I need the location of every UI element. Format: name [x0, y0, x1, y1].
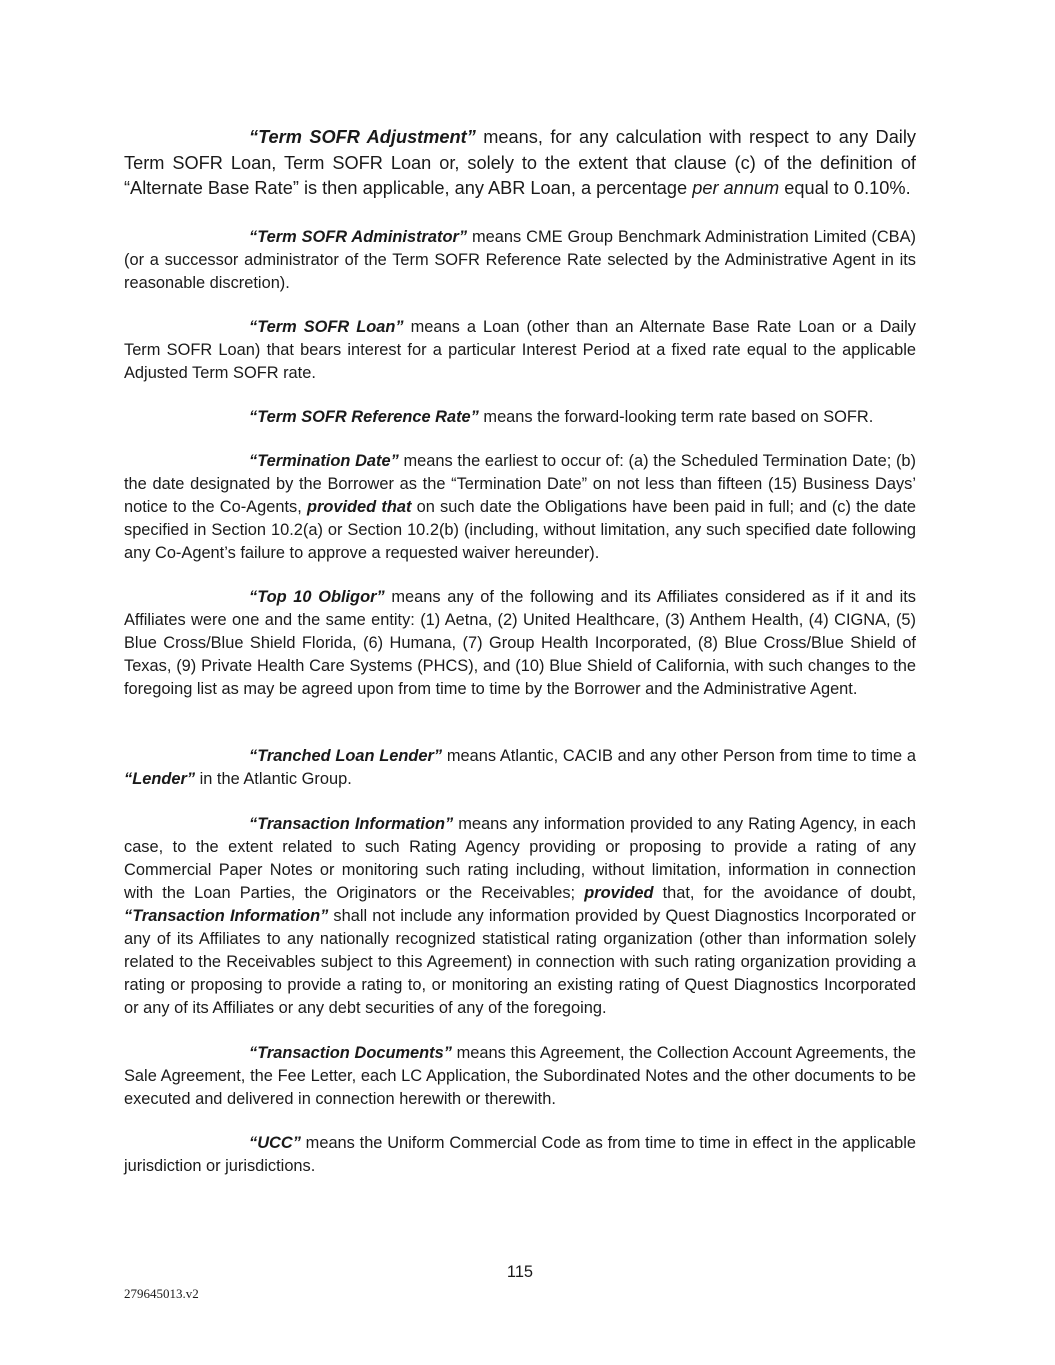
definition-text: means a Loan (other than an Alternate Base Rate Loan or a Daily Term SOFR Loan) that bears interest for a particular Interest Period at a fixed rate equal to the applicable Adjusted Term SOFR rate.	[124, 318, 916, 382]
definition-term-sofr-adjustment	[124, 125, 916, 202]
defined-term: “Term SOFR Loan”	[249, 318, 404, 336]
definition-text: shall not include any information provided by Quest Diagnostics Incorporated or any of its Affiliates to any nationally recognized statistical rating organization (other than information solely related to the Receivables subject to this Agreement) in connection with such rating organization providing a rating or proposing to provide a rating to, or monitoring an existing rating of Quest Diagnostics Incorporated or any of its Affiliates or any debt securities of any of the foregoing.	[124, 907, 916, 1017]
definition-text: on such date the Obligations have been paid in full; and (c) the date specified in Section 10.2(a) or Section 10.2(b) (including, without limitation, any such specified date following any Co-Agent’s failure to approve a requested waiver hereunder).	[124, 498, 917, 562]
defined-term: “Term SOFR Administrator”	[249, 228, 468, 246]
document-id: 279645013.v2	[124, 1286, 199, 1301]
definition-emphasis: “Lender”	[124, 770, 196, 788]
defined-term: “UCC”	[249, 1134, 301, 1152]
definition-top-10-obligor	[124, 586, 916, 701]
definition-term-sofr-reference-rate	[124, 406, 916, 429]
definition-text: means any of the following and its Affiliates considered as if it and its Affiliates were one and the same entity: (1) Aetna, (2) United Healthcare, (3) Anthem Health, (4) CIGNA, (5) Blue Cross/Blue Shield Florida, (6) Humana, (7) Group Health Incorporated, (8) Blue Cross/Blue Shield of Texas, (9) Private Health Care Systems (PHCS), and (10) Blue Shield of California, with such changes to the foregoing list as may be agreed upon from time to time by the Borrower and the Administrative Agent.	[124, 588, 916, 698]
definition-text: in the Atlantic Group.	[195, 770, 352, 788]
definition-text: means any information provided to any Rating Agency, in each case, to the extent related to such Rating Agency providing or proposing to provide a rating of any Commercial Paper Notes or monitoring such rating including, without limitation, information in connection with the Loan Parties, the Originators or the Receivables;	[124, 815, 916, 902]
definition-text: means the Uniform Commercial Code as from time to time in effect in the applicable jurisdiction or jurisdictions.	[124, 1134, 916, 1175]
defined-term: “Tranched Loan Lender”	[249, 747, 443, 765]
definition-transaction-documents	[124, 1042, 916, 1111]
definition-transaction-information	[124, 813, 916, 1020]
page-number: 115	[506, 1263, 534, 1281]
definition-text: equal to 0.10%.	[779, 178, 911, 198]
definition-text: means the forward-looking term rate based on SOFR.	[478, 408, 874, 426]
definition-ucc	[124, 1132, 916, 1178]
definition-text: means this Agreement, the Collection Account Agreements, the Sale Agreement, the Fee Letter, each LC Application, the Subordinated Notes and the other documents to be executed and delivered in connection herewith or therewith.	[124, 1044, 916, 1108]
defined-term: “Term SOFR Reference Rate”	[249, 408, 479, 426]
definition-text: means Atlantic, CACIB and any other Person from time to time a	[442, 747, 916, 765]
definition-tranched-loan-lender	[124, 745, 916, 791]
defined-term: “Termination Date”	[249, 452, 399, 470]
definition-emphasis: “Transaction Information”	[124, 907, 329, 925]
definition-term-sofr-administrator	[124, 226, 916, 295]
definition-emphasis: per annum	[692, 178, 780, 198]
definition-text: means the earliest to occur of: (a) the Scheduled Termination Date; (b) the date designated by the Borrower as the “Termination Date” on not less than fifteen (15) Business Days’ notice to the Co-Agents,	[124, 452, 916, 516]
defined-term: “Top 10 Obligor”	[249, 588, 385, 606]
definition-text: means, for any calculation with respect to any Daily Term SOFR Loan, Term SOFR Loan or, solely to the extent that clause (c) of the definition of “Alternate Base Rate” is then applicable, any ABR Loan, a percentage	[124, 127, 916, 198]
definition-termination-date	[124, 450, 916, 565]
defined-term: “Transaction Information”	[249, 815, 454, 833]
defined-term: “Term SOFR Adjustment”	[249, 127, 476, 147]
definition-text: that, for the avoidance of doubt,	[653, 884, 916, 902]
definition-emphasis: provided that	[306, 498, 412, 516]
definition-emphasis: provided	[584, 884, 654, 902]
defined-term: “Transaction Documents”	[249, 1044, 452, 1062]
definition-term-sofr-loan	[124, 316, 916, 385]
definition-text: means CME Group Benchmark Administration Limited (CBA) (or a successor administrator of the Term SOFR Reference Rate selected by the Administrative Agent in its reasonable discretion).	[124, 228, 916, 292]
